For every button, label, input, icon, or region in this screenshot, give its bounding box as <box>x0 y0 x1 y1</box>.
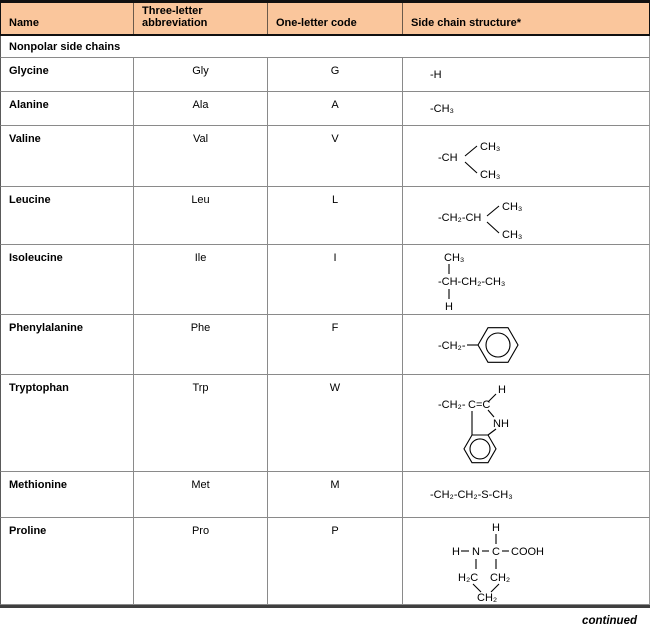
continued-note: continued <box>582 615 637 627</box>
structure-branch-top: CH₃ <box>480 141 501 153</box>
table-row-isoleucine <box>0 245 650 315</box>
section-header-nonpolar: Nonpolar side chains <box>0 36 650 58</box>
structure-formula: -CH₂-CH₂-S-CH₃ <box>430 488 513 501</box>
structure-stem: -CH <box>438 152 458 164</box>
structure-cell <box>402 315 649 374</box>
code-cell: G <box>267 58 402 91</box>
structure-n: N <box>472 546 480 558</box>
structure-stem: -CH₂- <box>438 339 466 352</box>
leucine-structure-diagram <box>438 192 568 240</box>
bond-line <box>465 162 477 173</box>
code-cell: A <box>267 92 402 125</box>
abbr-cell: Pro <box>133 518 267 604</box>
phenylalanine-structure-diagram <box>438 319 548 371</box>
bond-line <box>473 584 481 592</box>
structure-cooh: COOH <box>511 546 544 558</box>
structure-cell <box>402 58 649 91</box>
name-cell: Methionine <box>9 479 68 491</box>
structure-main: -CH-CH₂-CH₃ <box>438 275 506 288</box>
abbr-cell: Val <box>133 126 267 186</box>
structure-formula: -H <box>430 68 442 81</box>
structure-h-top: H <box>492 522 500 534</box>
name-cell: Valine <box>9 133 41 145</box>
structure-bottom: H <box>445 300 453 311</box>
structure-top: CH₃ <box>444 251 465 264</box>
abbr-cell: Ile <box>133 245 267 314</box>
bond-line <box>488 394 496 402</box>
abbr-cell: Leu <box>133 187 267 244</box>
abbr-cell: Met <box>133 472 267 517</box>
valine-structure-diagram <box>438 132 548 180</box>
name-cell: Leucine <box>9 194 51 206</box>
code-cell: F <box>267 315 402 374</box>
bond-line <box>487 206 499 216</box>
tryptophan-structure-diagram <box>438 378 568 468</box>
structure-branch-bottom: CH₃ <box>480 169 501 180</box>
name-cell: Phenylalanine <box>9 322 83 334</box>
structure-cell <box>402 245 649 314</box>
structure-nh: NH <box>493 418 509 430</box>
table-row-methionine <box>0 472 650 518</box>
code-cell: V <box>267 126 402 186</box>
code-cell: M <box>267 472 402 517</box>
name-cell: Glycine <box>9 65 49 77</box>
structure-cell <box>402 187 649 244</box>
structure-cell <box>402 92 649 125</box>
bond-line <box>488 410 494 417</box>
name-cell: Alanine <box>9 99 49 111</box>
bond-line <box>491 584 499 592</box>
structure-stem: -CH₂- <box>438 399 466 411</box>
table-row-glycine <box>0 58 650 92</box>
structure-cell <box>402 518 649 604</box>
column-header-one-letter: One-letter code <box>267 3 402 34</box>
structure-branch-bottom: CH₃ <box>502 228 523 240</box>
structure-stem: -CH₂-CH <box>438 211 482 224</box>
abbr-cell: Gly <box>133 58 267 91</box>
structure-cell <box>402 375 649 471</box>
abbr-cell: Trp <box>133 375 267 471</box>
table-row-valine <box>0 126 650 187</box>
structure-c: C <box>492 546 500 558</box>
table-row-leucine <box>0 187 650 245</box>
table-row-proline <box>0 518 650 605</box>
table-row-tryptophan <box>0 375 650 472</box>
structure-formula: -CH₃ <box>430 102 455 115</box>
table-header-row <box>0 0 650 36</box>
benzene-ring-circle <box>486 333 510 357</box>
structure-ch2-left: H₂C <box>458 572 479 584</box>
structure-branch-top: CH₃ <box>502 200 523 213</box>
table-row-phenylalanine <box>0 315 650 375</box>
structure-cell <box>402 472 649 517</box>
benzene-ring-circle <box>470 439 490 459</box>
structure-cell <box>402 126 649 186</box>
code-cell: I <box>267 245 402 314</box>
structure-ch2-right: CH₂ <box>490 572 511 584</box>
name-cell: Isoleucine <box>9 252 63 264</box>
bond-line <box>465 146 477 156</box>
bond-line <box>488 429 496 435</box>
table-row-alanine <box>0 92 650 126</box>
code-cell: P <box>267 518 402 604</box>
structure-h: H <box>498 384 506 396</box>
bond-line <box>487 222 499 233</box>
structure-double-bond: C=C <box>468 399 491 411</box>
isoleucine-structure-diagram <box>438 249 558 311</box>
column-header-side-chain: Side chain structure* <box>402 3 649 34</box>
name-cell: Tryptophan <box>9 382 69 394</box>
column-header-three-letter: Three-letter abbreviation <box>133 3 267 34</box>
proline-structure-diagram <box>444 519 574 603</box>
code-cell: L <box>267 187 402 244</box>
name-cell: Proline <box>9 525 47 537</box>
structure-ch2-bottom: CH₂ <box>477 592 498 603</box>
column-header-name: Name <box>9 17 39 29</box>
abbr-cell: Phe <box>133 315 267 374</box>
abbr-cell: Ala <box>133 92 267 125</box>
structure-h-left: H <box>452 546 460 558</box>
code-cell: W <box>267 375 402 471</box>
